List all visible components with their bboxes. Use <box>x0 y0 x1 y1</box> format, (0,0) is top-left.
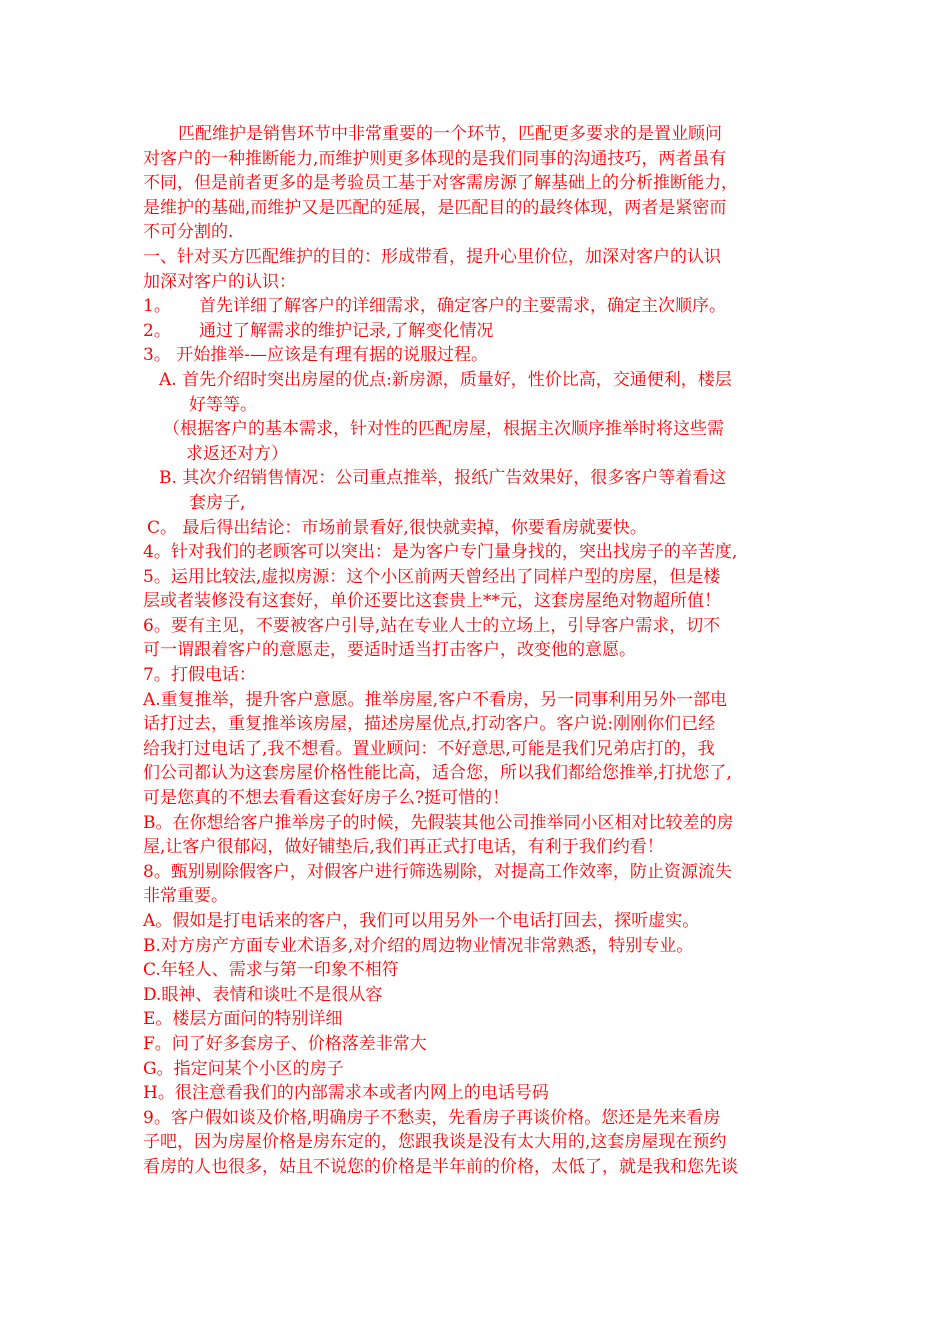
intro-line: 不同，但是前者更多的是考验员工基于对客需房源了解基础上的分析推断能力， <box>143 173 738 194</box>
item7a-line: 话打过去，重复推举该房屋，描述房屋优点,打动客户。客户说:刚刚你们已经 <box>143 714 716 735</box>
list-item-1 <box>143 294 813 319</box>
intro-line: 不可分割的. <box>143 222 234 243</box>
list-item-9-cont: 看房的人也很多，姑且不说您的价格是半年前的价格，太低了，就是我和您先谈 <box>143 1156 738 1177</box>
list-text: 通过了解需求的维护记录,了解变化情况 <box>199 320 494 341</box>
section-title: 一、针对买方匹配维护的目的：形成带看，提升心里价位，加深对客户的认识 <box>143 246 721 267</box>
list-item-9: 9。客户假如谈及价格,明确房子不愁卖，先看房子再谈价格。您还是先来看房 <box>143 1107 721 1128</box>
intro-line: 匹配维护是销售环节中非常重要的一个环节，匹配更多要求的是置业顾问 <box>178 124 722 144</box>
sub-item-a: A. 首先介绍时突出房屋的优点:新房源，质量好，性价比高，交通便利，楼层 <box>159 369 732 390</box>
note-line: （根据客户的基本需求，针对性的匹配房屋，根据主次顺序推举时将这些需 <box>163 419 724 440</box>
item8-sub: F。问了好多套房子、价格落差非常大 <box>143 1033 427 1054</box>
item7a-line: 给我打过电话了,我不想看。置业顾问：不好意思,可能是我们兄弟店打的，我 <box>143 738 715 759</box>
note-line-cont: 求返还对方） <box>186 443 288 464</box>
sub-item-b: B. 其次介绍销售情况：公司重点推举，报纸广告效果好，很多客户等着看这 <box>159 468 727 489</box>
item7a-line: 可是您真的不想去看看这套好房子么?挺可惜的！ <box>143 788 510 809</box>
list-item-6: 6。要有主见，不要被客户引导,站在专业人士的立场上，引导客户需求，切不 <box>143 615 721 636</box>
list-item-8: 8。甄别剔除假客户，对假客户进行筛选剔除，对提高工作效率，防止资源流失 <box>143 861 732 882</box>
item7a-line: 们公司都认为这套房屋价格性能比高，适合您，所以我们都给您推举,打扰您了, <box>143 763 732 784</box>
sub-item-b-cont: 套房子, <box>189 492 246 513</box>
list-item-5: 5。运用比较法,虚拟房源：这个小区前两天曾经出了同样户型的房屋，但是楼 <box>143 566 721 587</box>
list-item-5-cont: 层或者装修没有这套好，单价还要比这套贵上**元，这套房屋绝对物超所值！ <box>143 591 721 612</box>
list-number: 2。 <box>143 320 171 341</box>
item7a-line: A.重复推举，提升客户意愿。推举房屋,客户不看房，另一同事利用另外一部电 <box>143 689 728 710</box>
item8-sub: B.对方房产方面专业术语多,对介绍的周边物业情况非常熟悉，特别专业。 <box>143 935 694 956</box>
sub-item-c: C。 最后得出结论：市场前景看好,很快就卖掉，你要看房就要快。 <box>147 517 647 538</box>
document-page <box>143 122 813 1180</box>
list-item-2 <box>143 319 813 344</box>
item8-sub: A。假如是打电话来的客户，我们可以用另外一个电话打回去，探听虚实。 <box>143 911 700 931</box>
item8-sub: E。楼层方面问的特别详细 <box>143 1009 343 1030</box>
item8-sub: H。很注意看我们的内部需求本或者内网上的电话号码 <box>143 1083 549 1104</box>
item8-sub: C.年轻人、需求与第一印象不相符 <box>143 960 399 981</box>
list-item-8-cont: 非常重要。 <box>143 886 228 907</box>
section-title-cont: 加深对客户的认识： <box>143 271 296 292</box>
list-item-3: 3。 开始推举-—应该是有理有据的说服过程。 <box>143 345 488 366</box>
list-text: 首先详细了解客户的详细需求，确定客户的主要需求，确定主次顺序。 <box>199 296 726 317</box>
item8-sub: G。指定问某个小区的房子 <box>143 1058 344 1079</box>
list-item-9-cont: 子吧，因为房屋价格是房东定的，您跟我谈是没有太大用的,这套房屋现在预约 <box>143 1132 727 1153</box>
list-number: 1。 <box>143 296 171 317</box>
list-item-7: 7。打假电话： <box>143 665 256 686</box>
item7b-line: 屋,让客户很郁闷，做好铺垫后,我们再正式打电话，有利于我们约看！ <box>143 837 664 858</box>
sub-item-a-cont: 好等等。 <box>189 394 257 415</box>
item8-sub: D.眼神、表情和谈吐不是很从容 <box>143 984 383 1005</box>
list-item-6-cont: 可一谓跟着客户的意愿走，要适时适当打击客户，改变他的意愿。 <box>143 640 636 661</box>
intro-line: 是维护的基础,而维护又是匹配的延展，是匹配目的的最终体现，两者是紧密而 <box>143 197 727 218</box>
intro-line: 对客户的一种推断能力,而维护则更多体现的是我们同事的沟通技巧，两者虽有 <box>143 148 727 169</box>
item7b-line: B。在你想给客户推举房子的时候，先假装其他公司推举同小区相对比较差的房 <box>143 812 734 833</box>
list-item-4: 4。针对我们的老顾客可以突出：是为客户专门量身找的，突出找房子的辛苦度, <box>143 542 738 563</box>
